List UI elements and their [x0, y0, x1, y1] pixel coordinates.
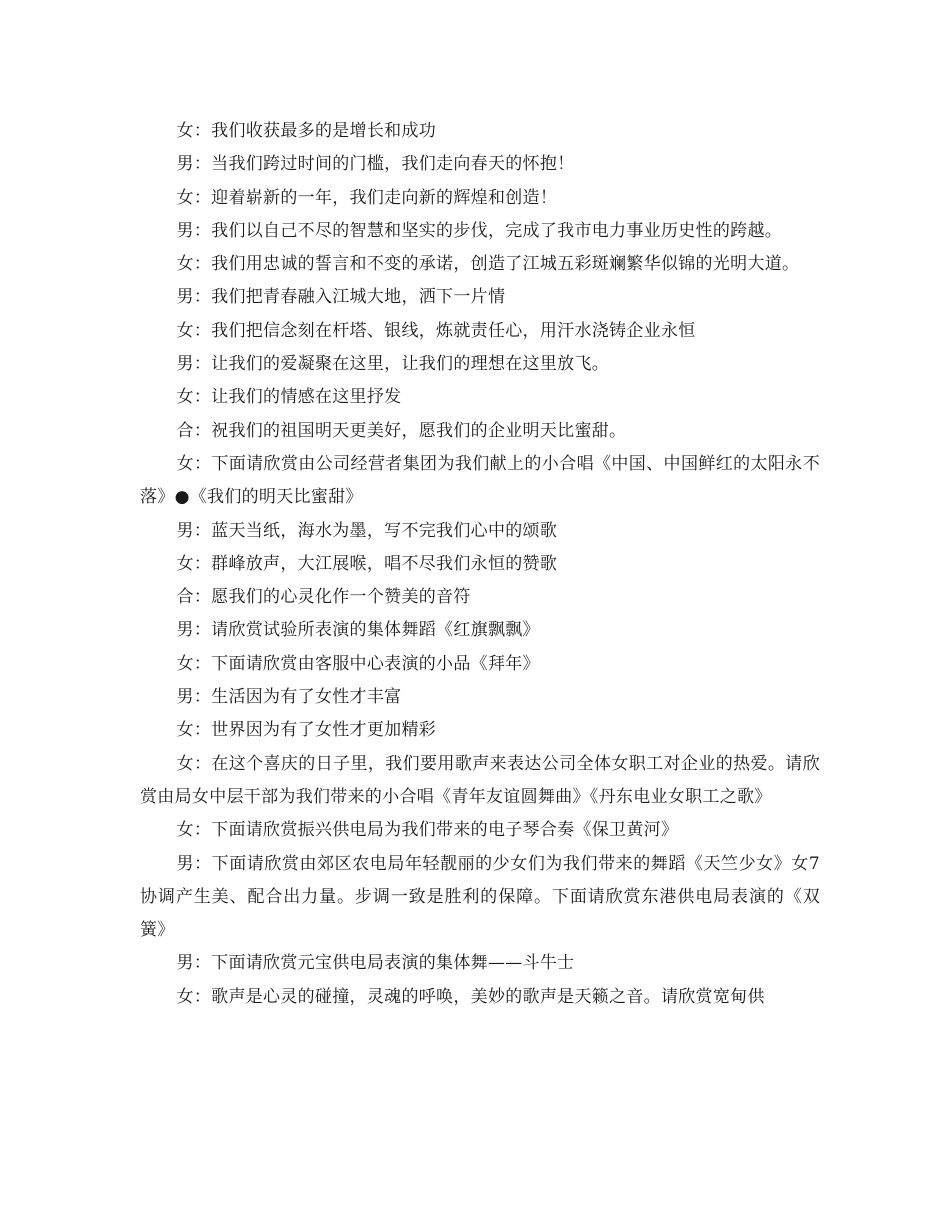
paragraph: 女：下面请欣赏由客服中心表演的小品《拜年》 [176, 653, 540, 674]
paragraph: 男：我们以自己不尽的智慧和坚实的步伐，完成了我市电力事业历史性的跨越。 [176, 220, 783, 241]
paragraph: 合：祝我们的祖国明天更美好，愿我们的企业明天比蜜甜。 [176, 420, 627, 441]
paragraph: 女：下面请欣赏振兴供电局为我们带来的电子琴合奏《保卫黄河》 [176, 820, 679, 841]
paragraph: 女：群峰放声，大江展喉，唱不尽我们永恒的赞歌 [176, 553, 558, 574]
paragraph: 男：让我们的爱凝聚在这里，让我们的理想在这里放飞。 [176, 354, 610, 375]
paragraph: 男：蓝天当纸，海水为墨，写不完我们心中的颂歌 [176, 520, 558, 541]
paragraph: 男：当我们跨过时间的门槛，我们走向春天的怀抱！ [176, 154, 575, 175]
paragraph: 男：下面请欣赏元宝供电局表演的集体舞——斗牛士 [176, 953, 575, 974]
paragraph: 女：迎着崭新的一年，我们走向新的辉煌和创造！ [176, 187, 558, 208]
paragraph: 女：歌声是心灵的碰撞，灵魂的呼唤，美妙的歌声是天籁之音。请欣赏宽甸供 [176, 986, 765, 1007]
paragraph: 女：让我们的情感在这里抒发 [176, 387, 402, 408]
paragraph: 男：我们把青春融入江城大地，洒下一片情 [176, 287, 506, 308]
paragraph: 男：请欣赏试验所表演的集体舞蹈《红旗飘飘》 [176, 620, 540, 641]
paragraph: 男：生活因为有了女性才丰富 [176, 687, 402, 708]
paragraph: 女：下面请欣赏由公司经营者集团为我们献上的小合唱《中国、中国鲜红的太阳永不落》●《我们的明天比蜜甜》 [140, 453, 820, 508]
paragraph: 男：下面请欣赏由郊区农电局年轻靓丽的少女们为我们带来的舞蹈《天竺少女》女7协调产生美、配合出力量。步调一致是胜利的保障。下面请欣赏东港供电局表演的《双簧》 [140, 853, 820, 941]
paragraph: 女：我们把信念刻在杆塔、银线，炼就责任心，用汗水浇铸企业永恒 [176, 320, 696, 341]
paragraph: 女：在这个喜庆的日子里，我们要用歌声来表达公司全体女职工对企业的热爱。请欣赏由局女中层干部为我们带来的小合唱《青年友谊圆舞曲》《丹东电业女职工之歌》 [140, 753, 820, 807]
paragraph: 合：愿我们的心灵化作一个赞美的音符 [176, 587, 471, 608]
paragraph: 女：世界因为有了女性才更加精彩 [176, 720, 437, 741]
document-body [140, 115, 820, 1014]
paragraph: 女：我们用忠诚的誓言和不变的承诺，创造了江城五彩斑斓繁华似锦的光明大道。 [176, 254, 800, 275]
paragraph: 女：我们收获最多的是增长和成功 [176, 121, 437, 141]
